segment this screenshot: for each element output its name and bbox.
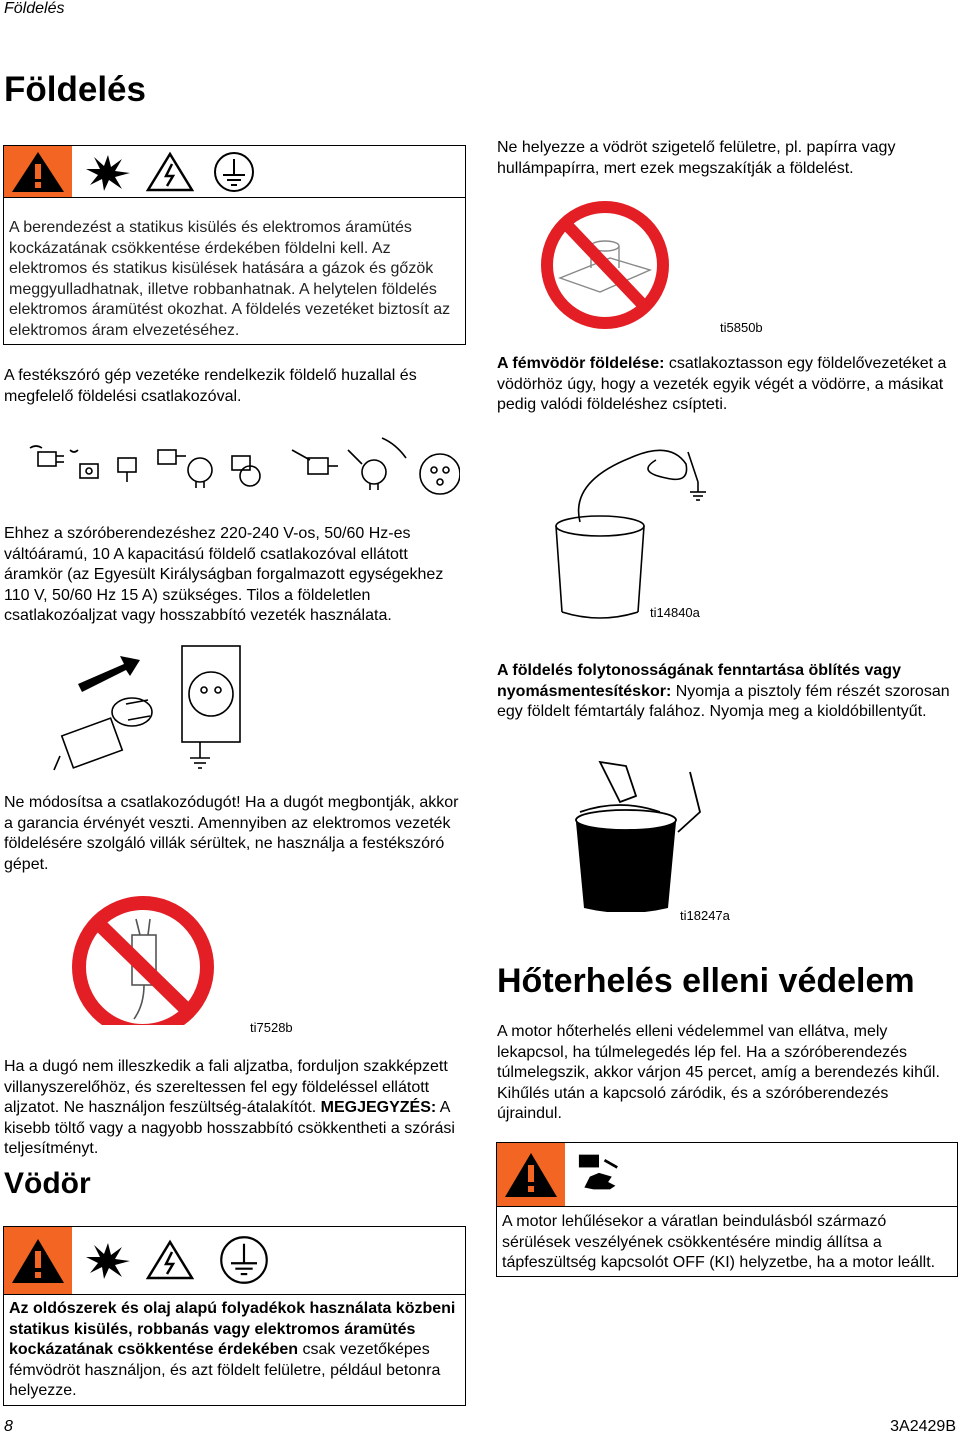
warning-icon [4, 1227, 72, 1294]
page-number: 8 [4, 1418, 13, 1435]
plug-types-illustration [10, 430, 460, 500]
warning-bucket-bold: Az oldószerek és olaj alapú folyadékok használata közbeni statikus kisülés, robbanás vagy elektromos áramütés kockázatának csökkentése érdekében [9, 1300, 456, 1358]
electric-shock-icon [146, 1239, 194, 1281]
heading-bucket: Vödör [4, 1167, 91, 1200]
warning-symbols-thermal [497, 1143, 957, 1207]
figure-label-ti14840a: ti14840a [650, 605, 700, 620]
paragraph-bucket-ground [497, 354, 957, 416]
warning-box-thermal [496, 1142, 958, 1277]
gun-flush-illustration [540, 752, 740, 912]
heading-grounding: Földelés [4, 70, 146, 109]
paragraph-plug: Ne módosítsa a csatlakozódugót! Ha a dugót megbontják, akkor a garancia érvényét veszti. Amennyiben az elektromos vezeték földelésére szolgáló villák sérültek, ne használja a festékszóró gépet. [4, 794, 459, 873]
warning-icon [497, 1143, 565, 1206]
warning-text-thermal: A motor lehűlésekor a váratlan beindulásból származó sérülések veszélyének csökkentésére mindig állítsa a tápfeszültség kapcsolót OFF (KI) helyzetbe, ha a motor leállt. [502, 1213, 936, 1271]
ground-icon [210, 151, 258, 193]
warning-text-grounding: A berendezést a statikus kisülés és elektromos áramütés kockázatának csökkentése érdekében földelni kell. Az elektromos és statikus kisülések hatására a gázok és gőzök meggyulladhatnak, illetve robbanhatnak. A helytelen földelés elektromos áramütést okozhat. A földelés vezetéket biztosít az elektromos áram elvezetéséhez. [9, 219, 451, 339]
moving-parts-hand-icon [575, 1151, 623, 1193]
document-number: 3A2429B [890, 1418, 956, 1435]
no-insulated-surface-illustration [530, 200, 680, 330]
paragraph-circuit: Ehhez a szóróberendezéshez 220-240 V-os, 50/60 Hz-es váltóáramú, 10 A kapacitású földelő csatlakozóval ellátott áramkör (az Egyesült Királyságban forgalmazott egységekhez 110 V, 50/60 Hz 15 A) szükséges. Tilos a földeletlen csatlakozóaljzat vagy hosszabbító vezeték használata. [4, 525, 444, 624]
flush-label: A földelés folytonosságának fenntartása öblítés vagy nyomásmentesítéskor: [497, 662, 901, 700]
note-label: MEGJEGYZÉS: [320, 1099, 437, 1116]
ground-icon [218, 1235, 270, 1285]
warning-symbols [4, 146, 465, 198]
socket-text-2: A kisebb töltő vagy a nagyobb hosszabbító csökkentheti a szórási teljesítményt. [4, 1099, 455, 1157]
paragraph-thermal: A motor hőterhelés elleni védelemmel van ellátva, mely lekapcsol, ha túlmelegedés lép fel. Ha a szóróberendezés túlmelegszik, akkor várjon 45 percet, amíg a berendezés kihűl. Kihűlés után a kapcsoló záródik, és a szóróberendezés újraindul. [497, 1023, 940, 1122]
explosion-icon [84, 1239, 132, 1281]
explosion-icon [84, 151, 132, 193]
paragraph-flush [497, 661, 957, 723]
warning-text-bucket [9, 1299, 459, 1402]
figure-label-ti5850b: ti5850b [720, 320, 763, 335]
paragraph-socket [4, 1057, 464, 1160]
warning-box-grounding [3, 145, 466, 345]
socket-text-1: Ha a dugó nem illeszkedik a fali aljzatba, forduljon szakképzett villanyszerelőhöz, és szereltessen fel egy földeléssel ellátott aljzatot. Ne használjon feszültség-átalakítót. [4, 1058, 448, 1116]
warning-bucket-normal: csak vezetőképes fémvödröt használjon, és azt földelt felületre, például betonra helyezze. [9, 1341, 441, 1399]
plug-socket-illustration [50, 640, 270, 780]
electric-shock-icon [146, 151, 194, 193]
flush-text: Nyomja a pisztoly fém részét szorosan egy földelt fémtartály falához. Nyomja meg a kioldóbillentyűt. [497, 682, 950, 720]
bucket-ground-wire-illustration [548, 422, 738, 622]
bucket-ground-label: A fémvödör földelése: [497, 355, 665, 372]
warning-symbols-bucket [4, 1227, 465, 1295]
heading-thermal: Hőterhelés elleni védelem [497, 962, 915, 1000]
figure-label-ti18247a: ti18247a [680, 908, 730, 923]
no-modify-plug-illustration [62, 895, 224, 1025]
paragraph-cord: A festékszóró gép vezetéke rendelkezik földelő huzallal és megfelelő földelési csatlakozóval. [4, 367, 417, 405]
paragraph-no-insulate: Ne helyezze a vödröt szigetelő felületre, pl. papírra vagy hullámpapírra, mert ezek megszakítják a földelést. [497, 139, 896, 177]
bucket-ground-text: csatlakoztasson egy földelővezetéket a vödörhöz úgy, hogy a vezeték egyik végét a vödörre, a másikat pedig valódi földeléshez csípteti. [497, 355, 947, 413]
warning-box-bucket [3, 1226, 466, 1406]
figure-label-ti7528b: ti7528b [250, 1020, 293, 1035]
running-header: Földelés [4, 0, 65, 17]
warning-icon [4, 146, 72, 197]
